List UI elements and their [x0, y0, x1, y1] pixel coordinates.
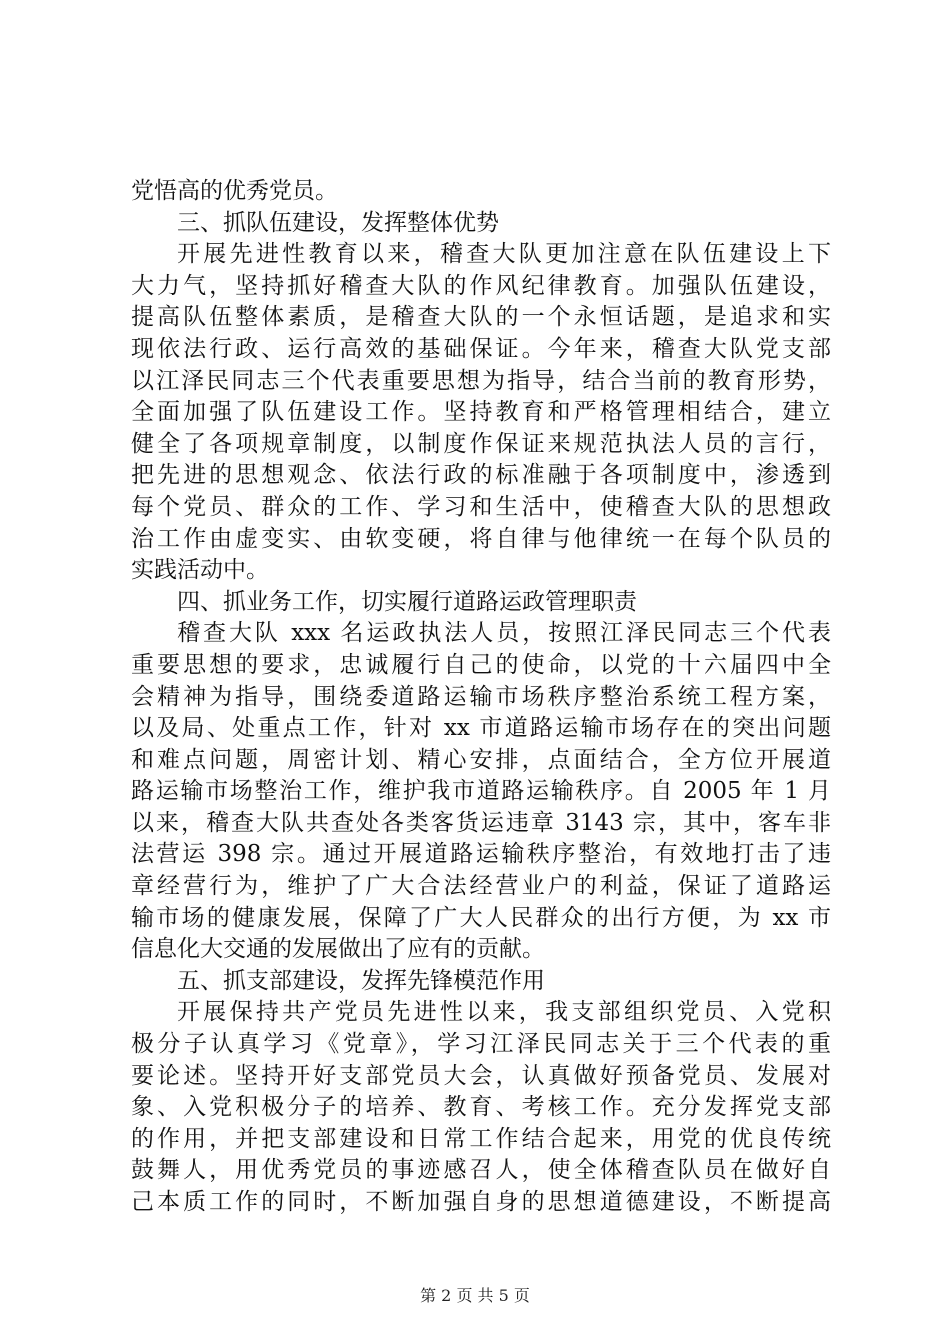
paragraph-line: 象、入党积极分子的培养、教育、考核工作。充分发挥党支部: [131, 1094, 831, 1121]
document-body: [131, 176, 831, 1219]
paragraph-line: 大力气，坚持抓好稽查大队的作风纪律教育。加强队伍建设，: [131, 272, 831, 299]
paragraph-line: 全面加强了队伍建设工作。坚持教育和严格管理相结合，建立: [131, 399, 831, 426]
section-heading: 四、抓业务工作，切实履行道路运政管理职责: [177, 588, 637, 615]
paragraph-line: 治工作由虚变实、由软变硬，将自律与他律统一在每个队员的: [131, 525, 831, 552]
paragraph-line: 章经营行为，维护了广大合法经营业户的利益，保证了道路运: [131, 873, 831, 900]
page-footer: 第 2 页 共 5 页: [420, 1286, 530, 1305]
paragraph-line: 以来，稽查大队共查处各类客货运违章 3143 宗，其中，客车非: [131, 809, 831, 836]
paragraph-line: 提高队伍整体素质，是稽查大队的一个永恒话题，是追求和实: [131, 304, 831, 331]
paragraph-line: 会精神为指导，围绕委道路运输市场秩序整治系统工程方案，: [131, 683, 831, 710]
paragraph-line: 的作用，并把支部建设和日常工作结合起来，用党的优良传统: [131, 1125, 831, 1152]
paragraph-line: 输市场的健康发展，保障了广大人民群众的出行方便，为 xx 市: [131, 904, 831, 931]
paragraph-line: 以江泽民同志三个代表重要思想为指导，结合当前的教育形势，: [131, 367, 831, 394]
paragraph-line: 把先进的思想观念、依法行政的标准融于各项制度中，渗透到: [131, 462, 831, 489]
paragraph-line: 要论述。坚持开好支部党员大会，认真做好预备党员、发展对: [131, 1062, 831, 1089]
paragraph-line: 信息化大交通的发展做出了应有的贡献。: [131, 936, 545, 963]
paragraph-line: 己本质工作的同时，不断加强自身的思想道德建设，不断提高: [131, 1189, 831, 1215]
paragraph-line: 实践活动中。: [131, 557, 269, 584]
paragraph-line: 以及局、处重点工作，针对 xx 市道路运输市场存在的突出问题: [131, 715, 831, 742]
section-heading: 五、抓支部建设，发挥先锋模范作用: [177, 967, 545, 994]
section-heading: 三、抓队伍建设，发挥整体优势: [177, 209, 499, 236]
paragraph-line: 极分子认真学习《党章》，学习江泽民同志关于三个代表的重: [131, 1031, 831, 1058]
paragraph-line: 鼓舞人，用优秀党员的事迹感召人，使全体稽查队员在做好自: [131, 1157, 831, 1184]
paragraph-line: 和难点问题，周密计划、精心安排，点面结合，全方位开展道: [131, 746, 831, 773]
paragraph-line: 路运输市场整治工作，维护我市道路运输秩序。自 2005 年 1 月: [131, 778, 831, 805]
paragraph-line: 每个党员、群众的工作、学习和生活中，使稽查大队的思想政: [131, 493, 831, 520]
paragraph-line: 法营运 398 宗。通过开展道路运输秩序整治，有效地打击了违: [131, 841, 831, 868]
paragraph-line: 稽查大队 xxx 名运政执法人员，按照江泽民同志三个代表: [177, 620, 831, 647]
paragraph-line: 党悟高的优秀党员。: [131, 178, 338, 204]
paragraph-line: 开展保持共产党员先进性以来，我支部组织党员、入党积: [177, 999, 831, 1026]
paragraph-line: 健全了各项规章制度，以制度作保证来规范执法人员的言行，: [131, 430, 831, 457]
paragraph-line: 开展先进性教育以来，稽查大队更加注意在队伍建设上下: [177, 241, 831, 268]
paragraph-line: 现依法行政、运行高效的基础保证。今年来，稽查大队党支部: [131, 335, 831, 362]
paragraph-line: 重要思想的要求，忠诚履行自己的使命，以党的十六届四中全: [131, 651, 831, 678]
